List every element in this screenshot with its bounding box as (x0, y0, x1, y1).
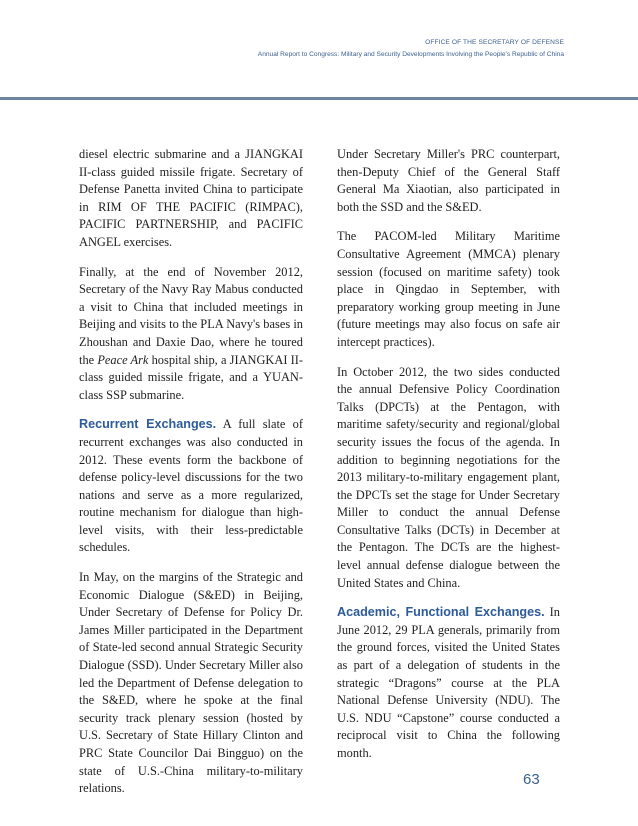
header-office: OFFICE OF THE SECRETARY OF DEFENSE (425, 39, 564, 46)
section-heading: Recurrent Exchanges. (79, 417, 217, 432)
paragraph-text: hospital ship, a JIANGKAI II-class guided missile frigate, and a YUAN-class SSP submarine. (79, 352, 303, 402)
paragraph-text: In June 2012, 29 PLA generals, primarily from the ground forces, visited the United States as part of a delegation of students in the strategic “Dragons” course at the PLA National Defense University (NDU). The U.S. NDU “Capstone” course conducted a reciprocal visit to China the following month. (337, 605, 560, 760)
page-number: 63 (523, 771, 540, 788)
ship-name: Peace Ark (97, 352, 149, 367)
paragraph: Under Secretary Miller's PRC counterpart, then-Deputy Chief of the General Staff General Ma Xiaotian, also participated in both the SSD and the S&ED. (337, 147, 560, 214)
paragraph: diesel electric submarine and a JIANGKAI II-class guided missile frigate. Secretary of Defense Panetta invited China to participate in RIM OF THE PACIFIC (RIMPAC), PACIFIC PARTNERSHIP, and PACIFIC ANGEL exercises. (79, 147, 303, 249)
right-column (337, 146, 560, 775)
header-report-title: Annual Report to Congress: Military and Security Developments Involving the People's Republic of China (257, 51, 564, 58)
paragraph: In October 2012, the two sides conducted the annual Defensive Policy Coordination Talks (DPCTs) at the Pentagon, with maritime safety/security and regional/global security issues the focus of the agenda. In addition to beginning negotiations for the 2013 military-to-military engagement plant, the DPCTs set the stage for Under Secretary Miller to conduct the annual Defense Consultative Talks (DCTs) in December at the Pentagon. The DCTs are the highest-level annual defense dialogue between the United States and China. (337, 364, 560, 590)
left-column (79, 146, 303, 810)
paragraph (79, 416, 303, 557)
paragraph (79, 264, 303, 405)
running-header (258, 37, 564, 61)
paragraph: The PACOM-led Military Maritime Consultative Agreement (MMCA) plenary session (focused on maritime safety) took place in Qingdao in September, with preparatory working group meeting in June (future meetings may also focus on safe air intercept practices). (337, 229, 560, 349)
paragraph-text: A full slate of recurrent exchanges was also conducted in 2012. These events form the backbone of defense policy-level discussions for the two nations and serve as a more regularized, routine mechanism for dialogue than high-level visits, with their less-predictable schedules. (79, 417, 303, 555)
paragraph-text: Finally, at the end of November 2012, Secretary of the Navy Ray Mabus conducted a visit to China that included meetings in Beijing and visits to the PLA Navy's bases in Zhoushan and Daxie Dao, where he toured the (79, 264, 303, 367)
header-rule (0, 97, 638, 100)
paragraph: In May, on the margins of the Strategic and Economic Dialogue (S&ED) in Beijing, Under Secretary of Defense for Policy Dr. James Miller participated in the Department of State-led second annual Strategic Security Dialogue (SSD). Under Secretary Miller also led the Department of Defense delegation to the S&ED, where he spoke at the final security track plenary session (hosted by U.S. Secretary of State Hillary Clinton and PRC State Councilor Dai Bingguo) on the state of U.S.-China military-to-military relations. (79, 570, 303, 796)
section-heading: Academic, Functional Exchanges. (337, 605, 545, 620)
paragraph (337, 604, 560, 762)
